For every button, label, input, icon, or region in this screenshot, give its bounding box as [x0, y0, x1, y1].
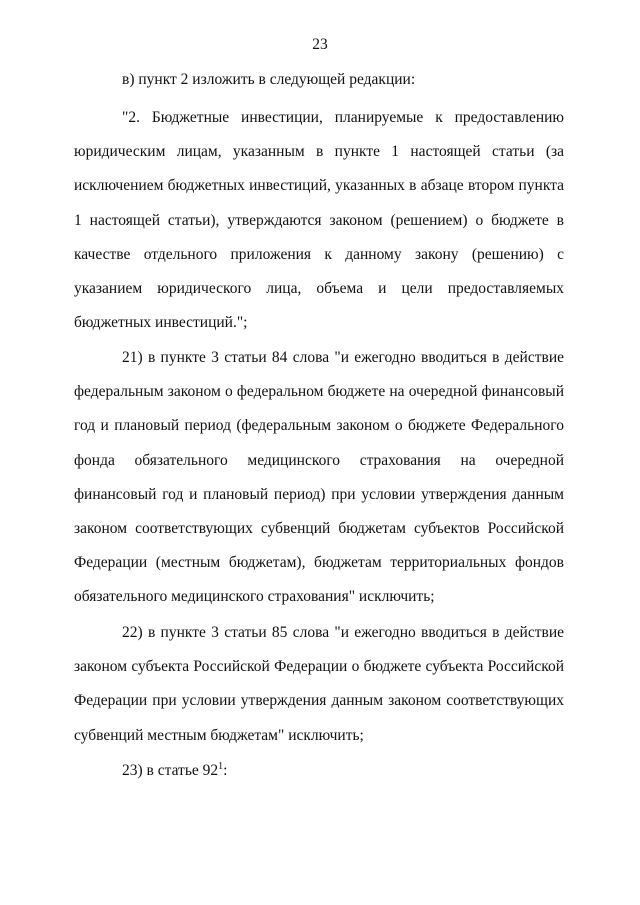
paragraph-item-21: 21) в пункте 3 статьи 84 слова "и ежегодно вводиться в действие федеральным законом о федеральном бюджете на очередной финансовый год и плановый период (федеральным законом о бюджете Федерального фонда обязательного медицинского страхования на очередной финансовый год и плановый период) при условии утверждения данным законом соответствующих субвенций бюджетам субъектов Российской Федерации (местным бюджетам), бюджетам территориальных фондов обязательного медицинского страхования" исключить; — [74, 349, 564, 606]
paragraph-budget-investments: "2. Бюджетные инвестиции, планируемые к предоставлению юридическим лицам, указанным в пункте 1 настоящей статьи (за исключением бюджетных инвестиций, указанных в абзаце втором пункта 1 настоящей статьи), утверждаются законом (решением) о бюджете в качестве отдельного приложения к данному закону (решению) с указанием юридического лица, объема и цели предоставляемых бюджетных инвестиций."; — [74, 109, 564, 332]
paragraph-item-23 — [74, 754, 564, 788]
item-23-text: 23) в статье 92 — [122, 762, 219, 779]
paragraph-item-22: 22) в пункте 3 статьи 85 слова "и ежегодно вводиться в действие законом субъекта Российской Федерации о бюджете субъекта Российской Федерации при условии утверждения данным законом соответствующих субвенций местным бюджетам" исключить; — [74, 624, 564, 744]
page-number: 23 — [312, 36, 328, 53]
article-superscript: 1 — [218, 761, 224, 772]
paragraph-amendment-v: в) пункт 2 изложить в следующей редакции: — [122, 71, 416, 88]
item-23-tail: : — [223, 762, 228, 779]
